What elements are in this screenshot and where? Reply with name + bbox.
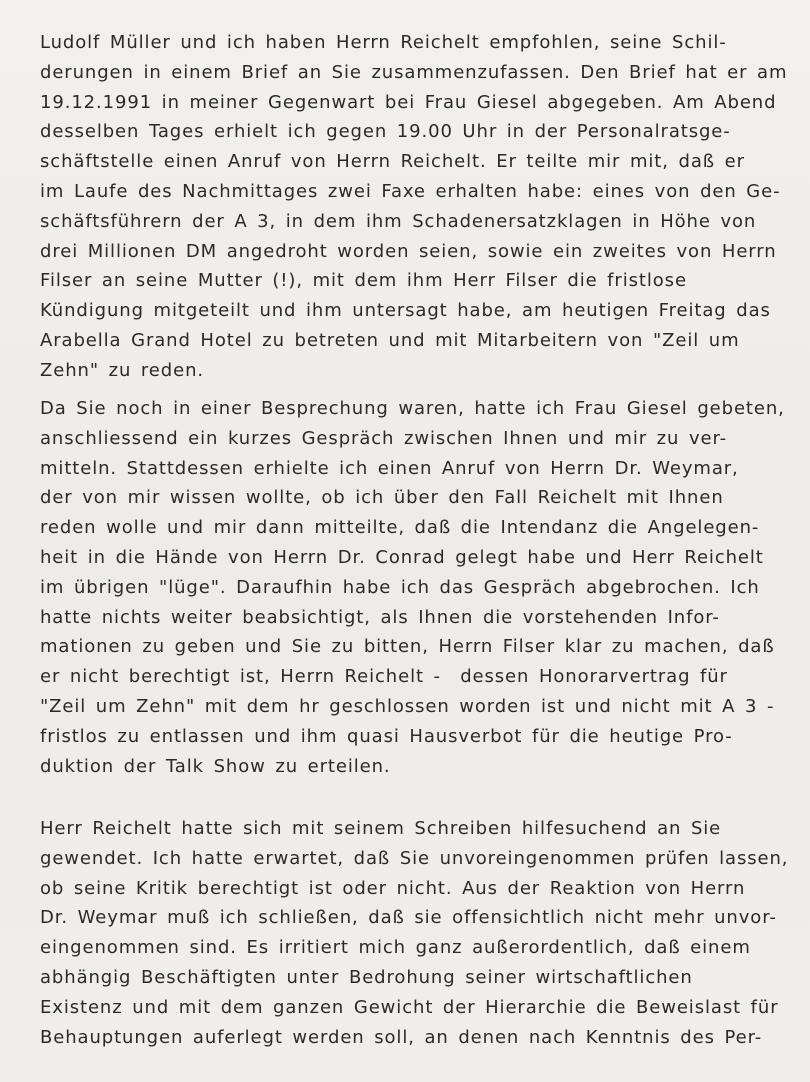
text-line: reden wolle und mir dann mitteilte, daß die Intendanz die Angelegen- xyxy=(40,517,760,539)
text-line: schäftsführern der A 3, in dem ihm Schadenersatzklagen in Höhe von xyxy=(40,210,757,232)
text-line: Behauptungen auferlegt werden soll, an denen nach Kenntnis des Per- xyxy=(40,1026,763,1048)
text-line: "Zeil um Zehn" mit dem hr geschlossen worden ist und nicht mit A 3 - xyxy=(40,695,775,717)
text-line: hatte nichts weiter beabsichtigt, als Ihnen die vorstehenden Infor- xyxy=(40,606,720,628)
text-line: Filser an seine Mutter (!), mit dem ihm Herr Filser die fristlose xyxy=(40,270,687,292)
text-line: Zehn" zu reden. xyxy=(40,359,205,381)
text-line: derungen in einem Brief an Sie zusammenzufassen. Den Brief hat er am xyxy=(40,61,788,83)
text-line: fristlos zu entlassen und ihm quasi Hausverbot für die heutige Pro- xyxy=(40,725,733,747)
text-line: Existenz und mit dem ganzen Gewicht der Hierarchie die Beweislast für xyxy=(40,996,779,1018)
text-line: Kündigung mitgeteilt und ihm untersagt habe, am heutigen Freitag das xyxy=(40,300,771,322)
text-line: Da Sie noch in einer Besprechung waren, hatte ich Frau Giesel gebeten, xyxy=(40,398,785,419)
text-line: anschliessend ein kurzes Gespräch zwischen Ihnen und mir zu ver- xyxy=(40,427,728,449)
text-line: Ludolf Müller und ich haben Herrn Reichelt empfohlen, seine Schil- xyxy=(40,32,727,53)
text-line: Arabella Grand Hotel zu betreten und mit Mitarbeitern von "Zeil um xyxy=(40,329,740,351)
text-line: abhängig Beschäftigten unter Bedrohung seiner wirtschaftlichen xyxy=(40,966,693,988)
paragraph-1 xyxy=(40,28,787,386)
paragraph-2 xyxy=(40,394,785,781)
text-line: eingenommen sind. Es irritiert mich ganz außerordentlich, daß einem xyxy=(40,937,751,959)
text-line: duktion der Talk Show zu erteilen. xyxy=(40,755,391,777)
paragraph-3 xyxy=(40,814,788,1052)
text-line: im Laufe des Nachmittages zwei Faxe erhalten habe: eines von den Ge- xyxy=(40,180,781,202)
text-line: Dr. Weymar muß ich schließen, daß sie offensichtlich nicht mehr unvor- xyxy=(40,907,777,929)
text-line: desselben Tages erhielt ich gegen 19.00 Uhr in der Personalratsge- xyxy=(40,121,731,143)
text-line: mitteln. Stattdessen erhielte ich einen Anruf von Herrn Dr. Weymar, xyxy=(40,457,739,479)
text-line: Herr Reichelt hatte sich mit seinem Schreiben hilfesuchend an Sie xyxy=(40,818,722,839)
text-line: ob seine Kritik berechtigt ist oder nicht. Aus der Reaktion von Herrn xyxy=(40,877,746,899)
text-line: heit in die Hände von Herrn Dr. Conrad gelegt habe und Herr Reichelt xyxy=(40,546,764,568)
text-line: der von mir wissen wollte, ob ich über den Fall Reichelt mit Ihnen xyxy=(40,487,724,509)
text-line: schäftstelle einen Anruf von Herrn Reichelt. Er teilte mir mit, daß er xyxy=(40,151,745,173)
text-line: im übrigen "lüge". Daraufhin habe ich das Gespräch abgebrochen. Ich xyxy=(40,576,760,598)
text-line: mationen zu geben und Sie zu bitten, Herrn Filser klar zu machen, daß xyxy=(40,636,775,658)
text-line: drei Millionen DM angedroht worden seien, sowie ein zweites von Herrn xyxy=(40,240,777,262)
text-line: 19.12.1991 in meiner Gegenwart bei Frau Giesel abgegeben. Am Abend xyxy=(40,91,777,113)
text-line: er nicht berechtigt ist, Herrn Reichelt - dessen Honorarvertrag für xyxy=(40,666,728,688)
text-line: gewendet. Ich hatte erwartet, daß Sie unvoreingenommen prüfen lassen, xyxy=(40,847,789,869)
